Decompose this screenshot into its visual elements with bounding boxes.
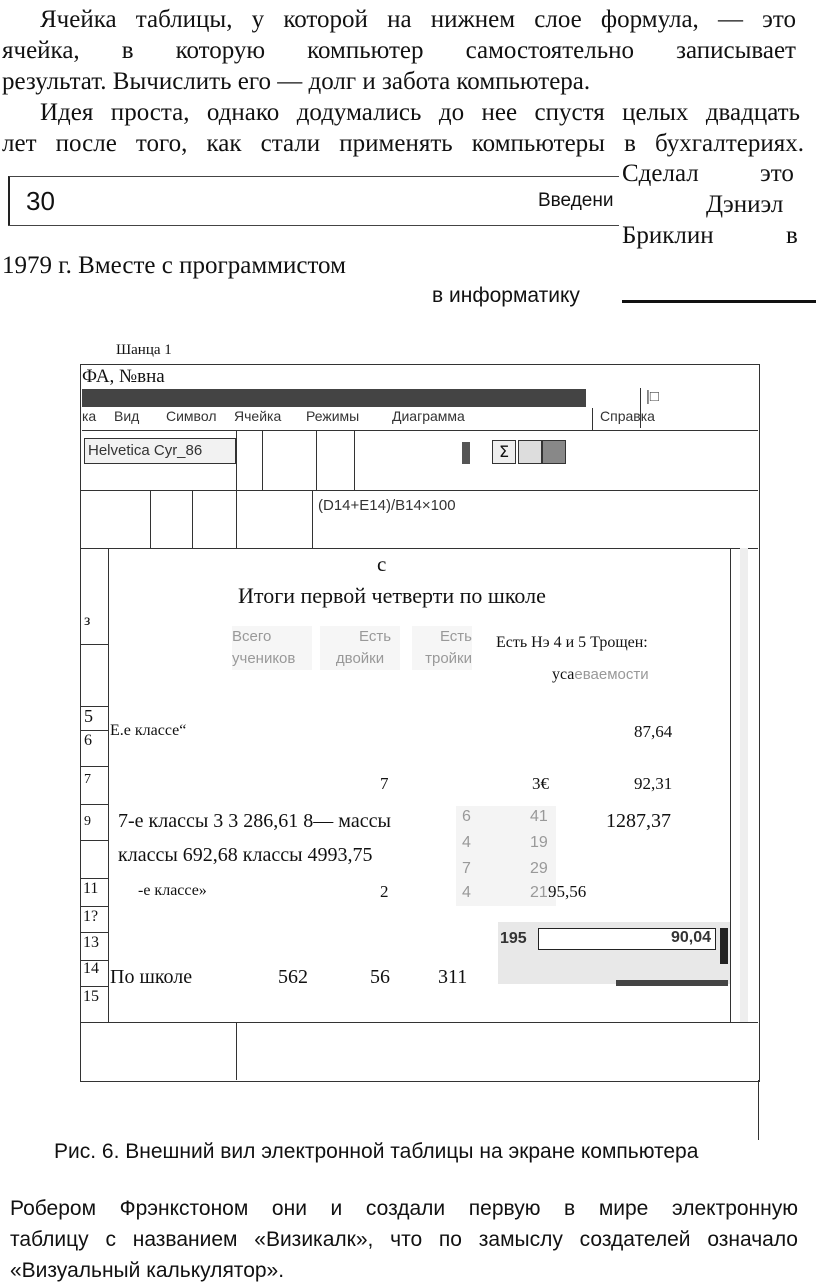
row-11-value: 95,56 [548,882,587,901]
menu-item-help[interactable]: Справка [600,408,655,424]
running-title: Введени [538,190,614,211]
row-number: 13 [83,934,99,951]
row-number: 15 [83,988,99,1005]
formula-bar[interactable]: (D14+E14)/B14×100 [318,497,456,514]
row-6-label: Е.е классе“ [110,722,187,739]
figure-top-label: Шанца 1 [116,342,172,358]
row-number: 5 [84,706,93,726]
row-7-no45: 3€ [532,774,549,793]
window-title: ФА, №вна [82,366,165,387]
row-9-text: 7-е классы 3 3 286,61 8— массы [118,810,391,832]
right-col-word-2: это [760,160,794,187]
row-6-value: 87,64 [634,722,673,741]
right-col-word-3: Дэниэл [706,191,784,218]
header-progress: усаеваемости [552,666,649,683]
row-7-value: 92,31 [634,774,673,793]
header-rule [622,300,816,303]
row-7-twos: 7 [380,774,389,793]
sum-icon[interactable]: Σ [492,440,516,464]
calculator-icon[interactable] [542,440,566,464]
row-number: 1? [83,908,99,925]
header-frame [8,176,619,226]
cell-bottom-bar [616,980,728,986]
intro-line-5: лет после того, как стали применять компьютеры в бухгалтериях. [2,130,804,157]
continuation-line: 1979 г. Вместе с программистом [2,252,346,279]
row-number: з [84,612,91,629]
toolbar-separator-icon [462,442,470,464]
menu-item-view[interactable]: Вид [114,408,140,424]
row-number: 9 [84,814,91,829]
header-has-threes: Есть тройки [412,626,472,670]
figure-caption: Рис. 6. Внешний вил электронной таблицы на экране компьютера [54,1140,699,1163]
intro-line-2: ячейка, в которую компьютер самостоятельно записывает [2,37,796,64]
menu-item-chart[interactable]: Диаграмма [392,408,465,424]
total-twos: 56 [370,966,390,988]
toolbar-buttons [462,440,572,466]
total-threes: 311 [438,966,468,988]
header-total-students: Всего учеников [232,626,312,670]
row-10-text: классы 692,68 классы 4993,75 [118,844,373,866]
chart-icon[interactable] [518,440,542,464]
intro-line-1: Ячейка таблицы, у которой на нижнем слое формула, — это [40,6,796,33]
font-select-value: Helvetica Cyr_86 [88,442,203,459]
row-13-value-a: 195 [500,930,527,947]
page-number: 30 [26,186,55,216]
running-title-2: в информатику [432,284,580,307]
header-no-4-5: Есть Нэ 4 и 5 Трощен: [496,634,648,651]
row-11-twos: 2 [380,882,389,901]
outro-line-1: Робером Фрэнкстоном они и создали первую в мире электронную [10,1197,798,1220]
right-col-word-5: в [786,222,798,249]
outro-line-2: таблицу с названием «Визикалк», что по замыслу создателей означало [10,1228,798,1251]
menu-item-symbol[interactable]: Символ [166,408,217,424]
row-number: 7 [84,772,91,787]
menu-item-cell[interactable]: Ячейка [234,408,282,424]
intro-line-4: Идея проста, однако додумались до нее спустя целых двадцать [40,99,800,126]
gray-value-block: 6 4 7 4 41 19 29 21 [456,806,556,906]
title-bar [82,389,586,407]
font-select[interactable] [84,438,236,464]
cell-marker [720,928,728,964]
row-number: 11 [83,880,99,897]
menu-item-modes[interactable]: Режимы [306,408,360,424]
vertical-scrollbar[interactable] [740,548,748,1022]
column-letter: с [377,552,387,576]
right-col-word-1: Сделал [622,160,699,187]
total-label: По школе [110,966,193,988]
total-students: 562 [278,966,308,988]
row-11-label: -е классе» [138,882,207,899]
sheet-title: Итоги первой четверти по школе [238,583,546,608]
header-has-twos: Есть двойки [320,626,400,670]
intro-line-3: результат. Вычислить его — долг и забота компьютера. [2,68,591,95]
row-9-value: 1287,37 [606,810,671,832]
row-number: 6 [84,732,92,749]
menu-bar [82,408,662,430]
row-number: 14 [83,960,99,977]
window-control-icon[interactable]: |□ [646,388,659,405]
right-col-word-4: Бриклин [622,222,714,249]
menu-item-edit[interactable]: ка [82,408,97,424]
active-cell[interactable]: 90,04 [538,928,716,950]
outro-line-3: «Визуальный калькулятор». [10,1259,285,1282]
